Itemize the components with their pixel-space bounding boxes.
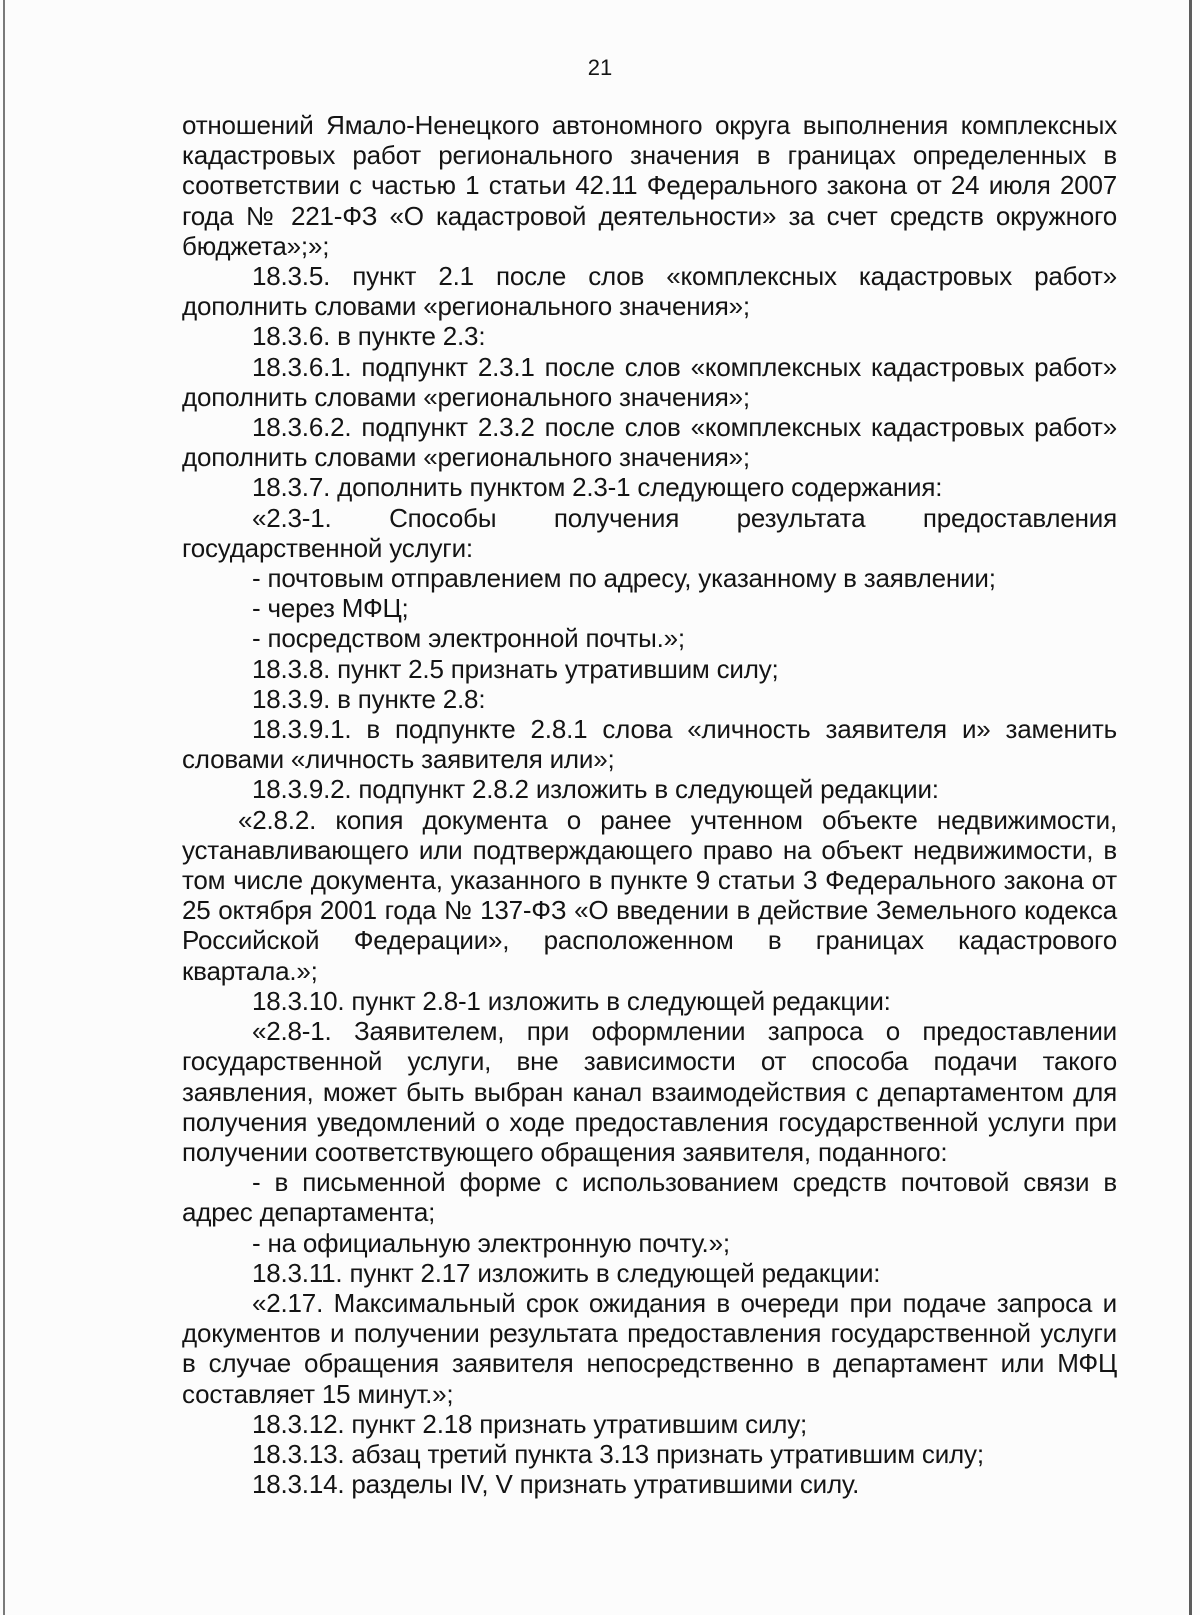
paragraph-18-3-11: 18.3.11. пункт 2.17 изложить в следующей редакции: bbox=[252, 1257, 881, 1288]
paragraph-18-3-14: 18.3.14. разделы IV, V признать утратившими силу. bbox=[252, 1469, 860, 1500]
paragraph-2-8-1-quote: «2.8-1. Заявителем, при оформлении запроса о предоставлении государственной услуги, вне зависимости от способа подачи такого заявления, может быть выбран канал взаимодействия с департаментом для получения уведомлений о ходе предоставления государственной услуги при получении соответствующего обращения заявителя, поданного: bbox=[182, 1016, 1117, 1167]
list-item-mfc: - через МФЦ; bbox=[252, 593, 409, 624]
paragraph-18-3-7: 18.3.7. дополнить пунктом 2.3-1 следующего содержания: bbox=[252, 472, 943, 503]
paragraph-18-3-9-2: 18.3.9.2. подпункт 2.8.2 изложить в следующей редакции: bbox=[252, 774, 939, 805]
paragraph-18-3-8: 18.3.8. пункт 2.5 признать утратившим силу; bbox=[252, 653, 779, 684]
scan-left-edge bbox=[3, 0, 5, 1615]
paragraph-2-3-1-quote: «2.3-1. Способы получения результата предоставления государственной услуги: bbox=[182, 502, 1117, 563]
list-item-mail: - почтовым отправлением по адресу, указанному в заявлении; bbox=[252, 563, 996, 594]
paragraph-18-3-9-1: 18.3.9.1. в подпункте 2.8.1 слова «личность заявителя и» заменить словами «личность заявителя или»; bbox=[182, 714, 1117, 775]
list-item-official-email: - на официальную электронную почту.»; bbox=[252, 1227, 730, 1258]
paragraph-18-3-6-1: 18.3.6.1. подпункт 2.3.1 после слов «комплексных кадастровых работ» дополнить словами «регионального значения»; bbox=[182, 351, 1117, 412]
paragraph-18-3-6: 18.3.6. в пункте 2.3: bbox=[252, 321, 486, 352]
page-number: 21 bbox=[587, 55, 613, 80]
paragraph-18-3-6-2: 18.3.6.2. подпункт 2.3.2 после слов «комплексных кадастровых работ» дополнить словами «регионального значения»; bbox=[182, 412, 1117, 473]
paragraph-18-3-5: 18.3.5. пункт 2.1 после слов «комплексных кадастровых работ» дополнить словами «регионального значения»; bbox=[182, 261, 1117, 322]
document-body bbox=[182, 110, 1117, 1499]
paragraph-continuation: отношений Ямало-Ненецкого автономного округа выполнения комплексных кадастровых работ регионального значения в границах определенных в соответствии с частью 1 статьи 42.11 Федерального закона от 24 июля 2007 года № 221-ФЗ «О кадастровой деятельности» за счет средств окружного бюджета»;»; bbox=[182, 110, 1117, 261]
paragraph-18-3-10: 18.3.10. пункт 2.8-1 изложить в следующей редакции: bbox=[252, 985, 891, 1016]
paragraph-2-17-quote: «2.17. Максимальный срок ожидания в очереди при подаче запроса и документов и получении результата предоставления государственной услуги в случае обращения заявителя непосредственно в департамент или МФЦ составляет 15 минут.»; bbox=[182, 1287, 1117, 1409]
paragraph-18-3-9: 18.3.9. в пункте 2.8: bbox=[252, 683, 486, 714]
list-item-email: - посредством электронной почты.»; bbox=[252, 623, 685, 654]
paragraph-2-8-2-quote: «2.8.2. копия документа о ранее учтенном объекте недвижимости, устанавливающего или подтверждающего право на объект недвижимости, в том числе документа, указанного в пункте 9 статьи 3 Федерального закона от 25 октября 2001 года № 137-ФЗ «О введении в действие Земельного кодекса Российской Федерации», расположенном в границах кадастрового квартала.»; bbox=[182, 804, 1117, 986]
paragraph-18-3-12: 18.3.12. пункт 2.18 признать утратившим силу; bbox=[252, 1408, 808, 1439]
paragraph-18-3-13: 18.3.13. абзац третий пункта 3.13 признать утратившим силу; bbox=[252, 1438, 984, 1469]
scan-right-edge bbox=[1189, 0, 1192, 1615]
list-item-written-form: - в письменной форме с использованием средств почтовой связи в адрес департамента; bbox=[182, 1167, 1117, 1228]
